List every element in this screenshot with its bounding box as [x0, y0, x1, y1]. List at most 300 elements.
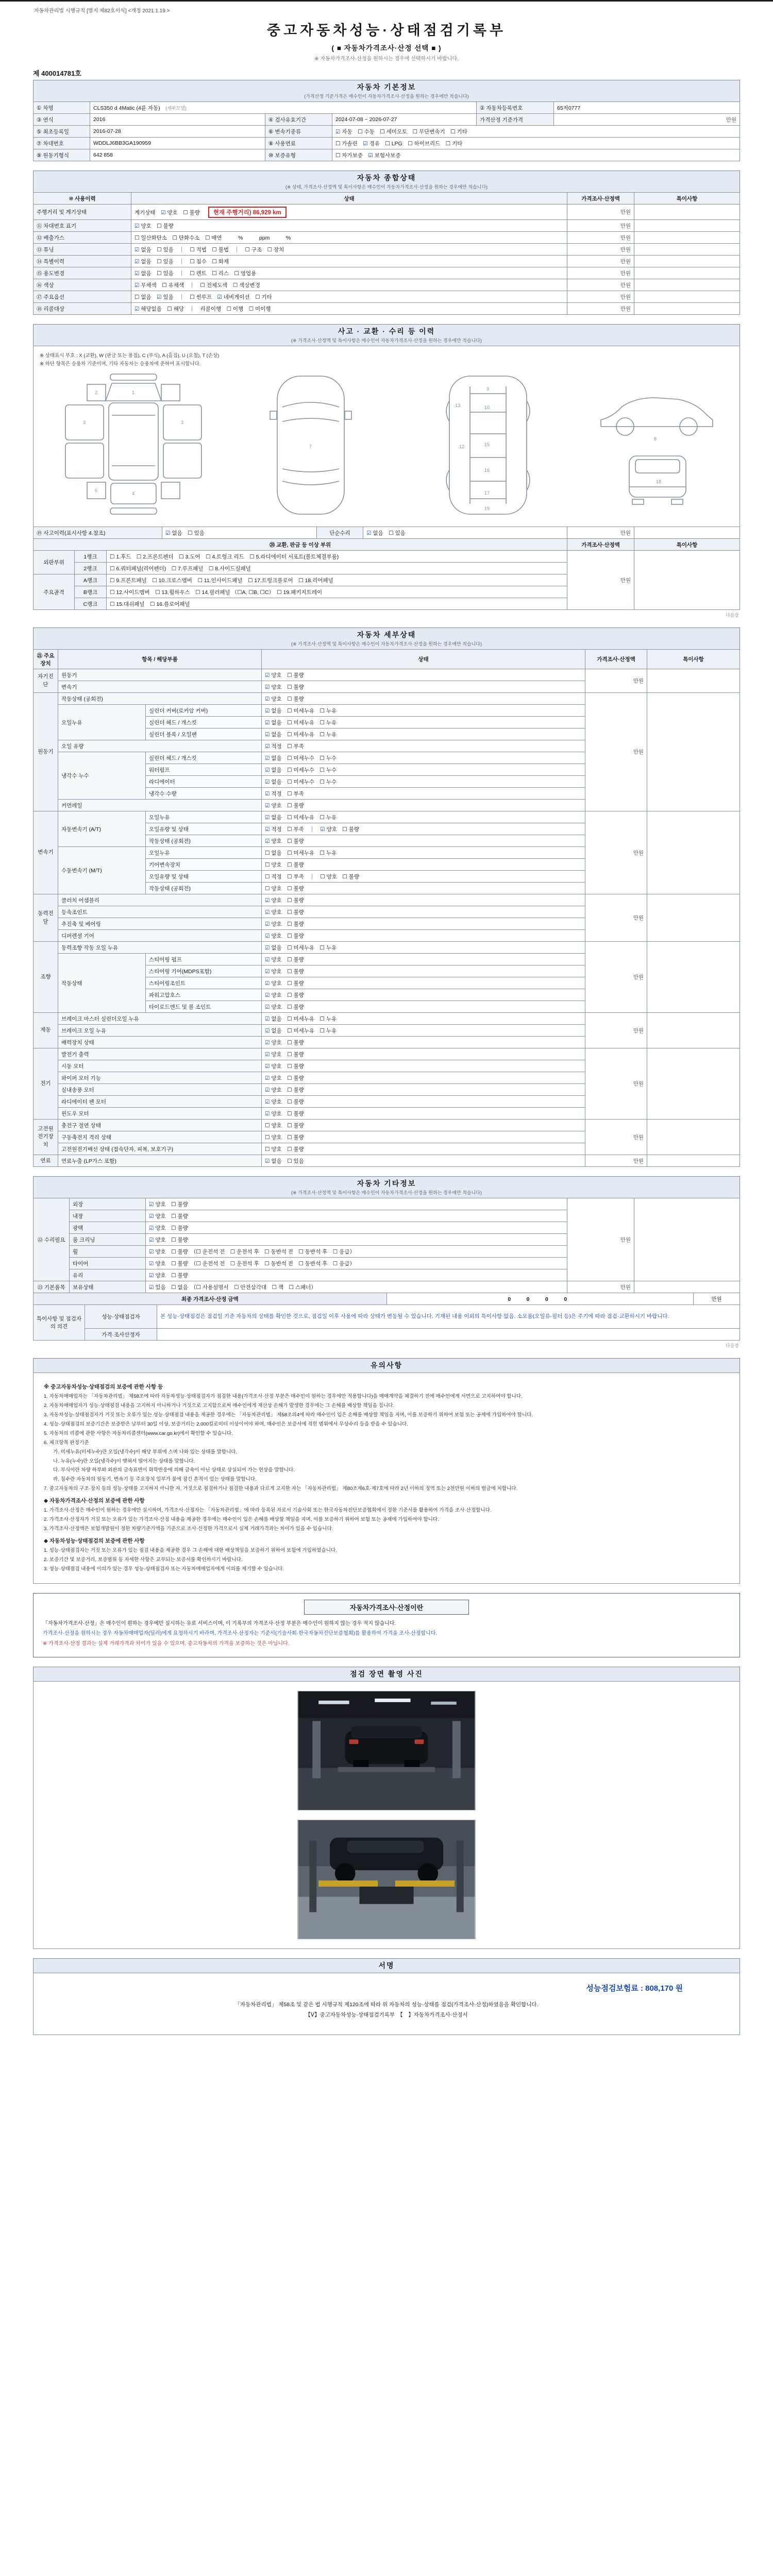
diagram-basis-legend: ※ 하단 항목은 승용차 기준이며, 기타 자동차는 승용차에 준하여 표시합니다. [40, 361, 201, 367]
part-label: 등속조인트 [58, 906, 262, 918]
detail-h-price: 가격조사·산정액 [585, 650, 647, 669]
detail-state[interactable]: ☑ 양호 ☐ 불량 [262, 1072, 585, 1084]
other-group-label: ㉒ 수리필요 [33, 1198, 70, 1281]
section-other-title: 자동차 기타정보 [357, 1179, 416, 1188]
notice-paragraph: 나. 누유(누수)란 오일(냉각수)이 맺혀서 떨어지는 상태를 말합니다. [53, 1458, 195, 1464]
subpart-label: 스티어링 펌프 [146, 954, 262, 965]
other-item-label: 휠 [70, 1246, 146, 1258]
first-reg-label: ⑤ 최초등록일 [33, 126, 90, 138]
opinion-table [33, 1304, 740, 1341]
notice-paragraph: 2. 가격조사·산정자가 거짓 또는 오류가 있는 가격조사·산정 내용을 제공한 경우에는 매수인이 입은 손해를 배상할 책임을 지며, 이를 보증하기 위하여 보험 또는 공제에 가입하여야 합니다. [44, 1517, 439, 1523]
svg-text:18: 18 [656, 479, 662, 484]
part-label: 커먼레일 [58, 800, 262, 811]
rank-items[interactable]: ☐ 15.대쉬패널 ☐ 16.플로어패널 [107, 598, 567, 610]
note-cell [634, 303, 740, 315]
overall-row [33, 244, 740, 256]
detail-state[interactable]: ☑ 양호 ☐ 불량 [262, 906, 585, 918]
svg-text:6: 6 [95, 488, 98, 493]
overall-item-label: ⑬ 튜닝 [33, 244, 131, 256]
subpart-label: 오일누유 [146, 847, 262, 859]
detail-row [33, 1013, 740, 1025]
part-label: 브레이크 오일 누유 [58, 1025, 262, 1037]
detail-row [33, 669, 740, 681]
final-price-unit: 만원 [694, 1293, 740, 1305]
price-cell: 만원 [567, 1281, 634, 1293]
base-price-label: 가격산정 기준가격 [477, 114, 554, 126]
section-accident-header [33, 324, 740, 346]
overall-item-state[interactable]: ☐ 없음 ☑ 있음 ｜ ☐ 썬루프 ☑ 네비게이션 ☐ 기타 [131, 291, 567, 303]
svg-text:15: 15 [484, 442, 490, 447]
vin-label: ⑦ 차대번호 [33, 138, 90, 149]
rank-label: A랭크 [75, 574, 107, 586]
car-diagram-top-view [239, 371, 383, 520]
detail-state[interactable]: ☑ 없음 ☐ 있음 [262, 1155, 585, 1167]
section-overall-header [33, 171, 740, 193]
transmission-options[interactable]: ☑ 자동 ☐ 수동 ☐ 세미오토 ☐ 무단변속기 ☐ 기타 [332, 126, 740, 138]
note-cell [634, 291, 740, 303]
price-survey-select[interactable]: ( ■ 자동차가격조사·산정 선택 ■ ) [331, 44, 442, 52]
current-mileage-badge: 현재 주행거리) 86,929 km [208, 207, 287, 218]
device-label: 연료 [33, 1155, 58, 1167]
detail-state[interactable]: ☐ 양호 ☐ 불량 [262, 883, 585, 894]
simple-repair-label: 단순수리 [317, 527, 363, 539]
price-cell: 만원 [585, 1013, 647, 1048]
device-label: 전기 [33, 1048, 58, 1120]
device-label: 고전원전기장치 [33, 1120, 58, 1155]
detail-state[interactable]: ☑ 적정 ☐ 부족 [262, 788, 585, 800]
sign-statement-line2: 【Ⅴ】중고자동차성능·상태점검기록부 【 】자동차가격조사·산정서 [305, 2012, 468, 2019]
svg-text:19: 19 [484, 506, 490, 511]
price-survey-info-box [33, 1593, 740, 1658]
other-item-state[interactable]: ☑ 있음 ☐ 없음 （☐ 사용설명서 ☐ 안전삼각대 ☐ 잭 ☐ 스패너） [146, 1281, 567, 1293]
price-cell: 만원 [585, 942, 647, 1013]
first-reg-value: 2016-07-28 [90, 126, 265, 138]
panel-exchange-label: ⑳ 교환, 판금 등 이상 부위 [33, 539, 567, 551]
notice-paragraph: 2. 보증기간 및 보증거리, 보증범위 등 자세한 사항은 교부되는 보증서를 확인하시기 바랍니다. [44, 1556, 243, 1563]
detail-state[interactable]: ☑ 적정 ☐ 부족 [262, 740, 585, 752]
subpart-label: 실린더 헤드 / 개스킷 [146, 717, 262, 728]
part-label: 구동축전지 격리 상태 [58, 1131, 262, 1143]
car-diagram-underbody [406, 371, 570, 520]
section-basic-title: 자동차 기본정보 [357, 83, 416, 91]
detail-state[interactable]: ☑ 양호 ☐ 불량 [262, 835, 585, 847]
overall-item-state[interactable]: 계기상태 ☑ 양호 ☐ 불량 현재 주행거리) 86,929 km [131, 205, 567, 220]
price-survey-select-note: ※ 자동차가격조사·산정을 원하시는 경우에 선택하시기 바랍니다. [314, 56, 459, 62]
detail-state[interactable]: ☑ 없음 ☐ 미세누유 ☐ 누유 [262, 705, 585, 717]
part-label: 라디에이터 팬 모터 [58, 1096, 262, 1108]
note-cell [634, 1281, 740, 1293]
detail-row [33, 1120, 740, 1131]
note-cell [647, 1013, 740, 1048]
subpart-label: 오일유량 및 상태 [146, 871, 262, 883]
inspection-photo-underbody-lift [297, 1820, 476, 1939]
detail-state[interactable]: ☐ 적정 ☐ 부족 ｜ ☐ 양호 ☐ 불량 [262, 871, 585, 883]
accident-history-table [33, 527, 740, 539]
detail-state[interactable]: ☑ 양호 ☐ 불량 [262, 1048, 585, 1060]
final-price-table [33, 1293, 740, 1305]
notice-paragraph: 다. 부식이란 차량 하부와 외판의 금속표면이 화학반응에 의해 금속이 아닌 상태로 상실되어 가는 현상을 말합니다. [53, 1467, 295, 1473]
detail-state[interactable]: ☑ 없음 ☐ 미세누유 ☐ 누유 [262, 811, 585, 823]
panel-exchange-table [33, 538, 740, 610]
accident-history-label: ⑲ 사고이력(표시사항 4.참조) [33, 527, 162, 539]
detail-state[interactable]: ☑ 양호 ☐ 불량 [262, 1060, 585, 1072]
device-label: 원동기 [33, 693, 58, 811]
detail-state[interactable]: ☐ 양호 ☐ 불량 [262, 1131, 585, 1143]
other-group-label: ㉓ 기본품목 [33, 1281, 70, 1293]
rank-items[interactable]: ☐ 9.프론트패널 ☐ 10.크로스멤버 ☐ 11.인사이드패널 ☐ 17.트렁크플로어 ☐ 18.리어패널 [107, 574, 567, 586]
reg-no-label: ② 자동차등록번호 [477, 102, 554, 114]
inspection-period-value: 2024-07-08 ~ 2026-07-27 [332, 114, 477, 126]
svg-text:12: 12 [459, 444, 465, 449]
section-overall-title: 자동차 종합상태 [357, 174, 416, 182]
subpart-label: 냉각수 수량 [146, 788, 262, 800]
price-cell: 만원 [585, 1120, 647, 1155]
price-cell: 만원 [585, 1155, 647, 1167]
note-cell [634, 220, 740, 232]
other-item-state[interactable]: ☑ 양호 ☐ 불량 （☐ 운전석 전 ☐ 운전석 후 ☐ 동반석 전 ☐ 동반석 후 ☐ 응급） [146, 1246, 567, 1258]
note-cell [634, 1198, 740, 1281]
sign-area [33, 1973, 740, 2035]
notice-paragraph: 3. 성능·상태점검 내용에 이의가 있는 경우 성능·상태점검자 또는 자동차매매업자에게 이의를 제기할 수 있습니다. [44, 1566, 284, 1572]
inspector-opinion-text: 본 성능·상태점검은 점검일 기준 자동차의 상태를 확인한 것으로, 점검일 이후 사용에 따라 상태가 변동될 수 있습니다. 기재된 내용 이외의 특이사항 없음. 소모품(오일류·필터 등)은 주기에 따라 점검·교환하시기 바랍니다. [157, 1305, 740, 1329]
section-detail-header [33, 628, 740, 650]
svg-text:17: 17 [484, 490, 490, 496]
price-cell: 만원 [585, 811, 647, 894]
basic-row [33, 102, 740, 114]
overall-item-state[interactable]: ☑ 없음 ☐ 있음 ｜ ☐ 적법 ☐ 불법 ｜ ☐ 구조 ☐ 장치 [131, 244, 567, 256]
section-basic-note: (가격산정 기준가격은 매수인이 자동차가격조사·산정을 원하는 경우에만 적습니다) [304, 94, 469, 99]
detail-row [33, 1048, 740, 1060]
other-row [33, 1281, 740, 1293]
note-cell [634, 279, 740, 291]
part-label: 실내송풍 모터 [58, 1084, 262, 1096]
other-item-state[interactable]: ☑ 양호 ☐ 불량 [146, 1234, 567, 1246]
inspector-label: 성능·상태점검자 [85, 1305, 157, 1329]
note-cell [634, 232, 740, 244]
other-item-label: 보유상태 [70, 1281, 146, 1293]
overall-item-label: ⑮ 용도변경 [33, 267, 131, 279]
notice-paragraph: 라. 침수란 자동차의 원동기, 변속기 등 주요장치 일부가 물에 잠긴 흔적이 있는 상태를 말합니다. [53, 1477, 257, 1483]
notice-paragraph: ◆ 자동차성능·상태점검의 보증에 관한 사항 [44, 1537, 145, 1544]
subpart-label: 스티어링 기어(MDPS포함) [146, 965, 262, 977]
part-label: 오일 유량 [58, 740, 262, 752]
vin-value: WDDLJ6BB3GA190959 [90, 138, 265, 149]
note-cell [647, 669, 740, 693]
detail-state[interactable]: ☐ 양호 ☐ 불량 [262, 859, 585, 871]
rank-items[interactable]: ☐ 1.후드 ☐ 2.프론트펜더 ☐ 3.도어 ☐ 4.트렁크 리드 ☐ 5.라디에이터 서포트(볼트체결부품) [107, 551, 567, 563]
overall-item-state[interactable]: ☑ 없음 ☐ 있음 ｜ ☐ 렌트 ☐ 리스 ☐ 영업용 [131, 267, 567, 279]
model-year-label: ③ 연식 [33, 114, 90, 126]
final-price-row [33, 1293, 740, 1305]
note-cell [647, 1048, 740, 1120]
detail-state[interactable]: ☐ 양호 ☐ 불량 [262, 1143, 585, 1155]
device-label: 제동 [33, 1013, 58, 1048]
price-cell: 만원 [585, 894, 647, 942]
basic-row [33, 126, 740, 138]
subpart-label: 워터펌프 [146, 764, 262, 776]
detail-state[interactable]: ☑ 양호 ☐ 불량 [262, 1096, 585, 1108]
other-item-state[interactable]: ☑ 양호 ☐ 불량 （☐ 운전석 전 ☐ 운전석 후 ☐ 동반석 전 ☐ 동반석 후 ☐ 응급） [146, 1258, 567, 1269]
detail-state[interactable]: ☑ 양호 ☐ 불량 [262, 693, 585, 705]
subpart-label: 작동상태 (공회전) [146, 883, 262, 894]
appraiser-label: 가격·조사산정자 [85, 1329, 157, 1341]
notice-paragraph: 6. 체크항목 판정기준 [44, 1439, 89, 1446]
detail-state[interactable]: ☑ 양호 ☐ 불량 [262, 989, 585, 1001]
detail-h-device: ㉑ 주요장치 [33, 650, 58, 669]
part-label: 시동 모터 [58, 1060, 262, 1072]
basic-info-table [33, 101, 740, 161]
notice-paragraph: 1. 성능·상태점검자는 거짓 또는 오류가 있는 점검 내용을 제공한 경우 그 손해에 대한 배상책임을 보증하기 위하여 보험에 가입하였습니다. [44, 1548, 337, 1554]
other-item-state[interactable]: ☑ 양호 ☐ 불량 [146, 1198, 567, 1210]
car-diagram-exploded-view [51, 371, 216, 520]
part-label: 냉각수 누수 [58, 752, 146, 800]
other-item-label: 외장 [70, 1198, 146, 1210]
panel-exchange-header-row [33, 539, 740, 551]
detail-state[interactable]: ☑ 없음 ☐ 미세누수 ☐ 누수 [262, 752, 585, 764]
overall-h-note: 특이사항 [634, 193, 740, 205]
detail-state[interactable]: ☑ 양호 ☐ 불량 [262, 894, 585, 906]
detail-state[interactable]: ☑ 적정 ☐ 부족 ｜ ☑ 양호 ☐ 불량 [262, 823, 585, 835]
part-label: 작동상태 [58, 954, 146, 1013]
document-number: 제 400014781호 [33, 70, 81, 77]
notice-paragraph: 3. 가격조사·산정액은 보험개발원이 정한 차량기준가액을 기준으로 조사·산정한 가격으로서 실제 거래가격과는 차이가 있을 수 있습니다. [44, 1526, 333, 1532]
panel-note-header: 특이사항 [634, 539, 740, 551]
other-item-label: 광택 [70, 1222, 146, 1234]
section-sign-header [33, 1958, 740, 1973]
price-cell: 만원 [567, 256, 634, 267]
price-cell: 만원 [567, 232, 634, 244]
document [33, 2, 740, 2066]
detail-header-row [33, 650, 740, 669]
subpart-label: 실린더 커버(로커암 커버) [146, 705, 262, 717]
svg-text:3: 3 [181, 420, 184, 425]
overall-item-label: ⑱ 리콜대상 [33, 303, 131, 315]
rank-items[interactable]: ☐ 6.쿼터패널(리어펜더) ☐ 7.루프패널 ☐ 8.사이드실패널 [107, 563, 567, 574]
price-survey-info-p3: ※ 가격조사·산정 결과는 실제 거래가격과 차이가 있을 수 있으며, 중고자동차의 가격을 보증하는 것은 아닙니다. [43, 1640, 290, 1647]
detail-state[interactable]: ☑ 양호 ☐ 불량 [262, 930, 585, 942]
detail-state[interactable]: ☑ 양호 ☐ 불량 [262, 954, 585, 965]
overall-item-state[interactable]: ☑ 양호 ☐ 불량 [131, 220, 567, 232]
other-item-state[interactable]: ☑ 양호 ☐ 불량 [146, 1269, 567, 1281]
detail-state[interactable]: ☑ 양호 ☐ 불량 [262, 1108, 585, 1120]
notice-paragraph: 가. 미세누유(미세누수)란 오일(냉각수)이 해당 부위에 스며 나와 있는 상태를 말합니다. [53, 1449, 238, 1455]
note-cell [647, 1155, 740, 1167]
note-cell [647, 1120, 740, 1155]
notice-paragraph: 1. 가격조사·산정은 매수인이 원하는 경우에만 실시하며, 가격조사·산정자는 「자동차관리법」에 따라 등록된 자로서 기술사회 또는 한국자동차진단보증협회에서 정한 기준서를 활용하여 가격을 조사·산정합니다. [44, 1507, 492, 1514]
fuel-label: ⑧ 사용연료 [265, 138, 332, 149]
fuel-options[interactable]: ☐ 가솔린 ☑ 경유 ☐ LPG ☐ 하이브리드 ☐ 기타 [332, 138, 740, 149]
part-label: 배력장치 상태 [58, 1037, 262, 1048]
overall-item-label: ⑫ 배출가스 [33, 232, 131, 244]
other-item-label: 룸 크리닝 [70, 1234, 146, 1246]
panel-group-label: 주요골격 [33, 574, 75, 610]
page-title: 중고자동차성능·상태점검기록부 [266, 23, 507, 38]
note-cell [634, 551, 740, 610]
basic-row [33, 114, 740, 126]
base-price-value: 만원 [554, 114, 740, 126]
overall-h-usage: ⑩ 사용이력 [33, 193, 131, 205]
detail-state[interactable]: ☑ 없음 ☐ 미세누유 ☐ 누유 [262, 728, 585, 740]
detail-state[interactable]: ☑ 양호 ☐ 불량 [262, 977, 585, 989]
state-mark-legend: ※ 상태표시 부호 : X (교환), W (판금 또는 용접), C (부식), A (흠집), U (요철), T (손상) [40, 353, 220, 359]
overall-item-label: ⑰ 주요옵션 [33, 291, 131, 303]
basic-row [33, 149, 740, 161]
note-cell [634, 205, 740, 220]
detail-row [33, 693, 740, 705]
other-item-state[interactable]: ☑ 양호 ☐ 불량 [146, 1210, 567, 1222]
section-other-note: (※ 가격조사·산정액 및 특이사항은 매수인이 자동차가격조사·산정을 원하는 경우에만 적습니다) [291, 1190, 482, 1196]
detail-state[interactable]: ☑ 없음 ☐ 미세누수 ☐ 누수 [262, 764, 585, 776]
overall-row [33, 267, 740, 279]
detail-h-item: 항목 / 해당부품 [58, 650, 262, 669]
detail-state-table [33, 649, 740, 1167]
part-label: 동력조향 작동 오일 누유 [58, 942, 262, 954]
part-label: 연료누출 (LP가스 포함) [58, 1155, 262, 1167]
accident-history-row [33, 527, 740, 539]
device-label: 자기진단 [33, 669, 58, 693]
part-label: 오일누유 [58, 705, 146, 740]
basic-row [33, 138, 740, 149]
subpart-label: 실린더 헤드 / 개스킷 [146, 752, 262, 764]
detail-row [33, 942, 740, 954]
overall-h-state: 상태 [131, 193, 567, 205]
detail-state[interactable]: ☑ 없음 ☐ 미세누유 ☐ 누유 [262, 1013, 585, 1025]
section-photos-title: 점검 장면 촬영 사진 [350, 1670, 423, 1679]
detail-state[interactable]: ☑ 없음 ☐ 미세누유 ☐ 누유 [262, 1025, 585, 1037]
overall-item-state[interactable]: ☐ 일산화탄소 ☐ 탄화수소 ☐ 매연 % ppm % [131, 232, 567, 244]
price-cell: 만원 [567, 279, 634, 291]
overall-state-table [33, 192, 740, 315]
svg-text:1: 1 [132, 390, 135, 395]
detail-state[interactable]: ☑ 양호 ☐ 불량 [262, 800, 585, 811]
overall-item-state[interactable]: ☑ 무채색 ☐ 유채색 ｜ ☐ 전체도색 ☐ 색상변경 [131, 279, 567, 291]
svg-text:4: 4 [132, 491, 135, 496]
part-label: 수동변속기 (M/T) [58, 847, 146, 894]
other-info-table [33, 1198, 740, 1293]
panel-rank-row [33, 551, 740, 563]
detail-h-note: 특이사항 [647, 650, 740, 669]
other-item-label: 유리 [70, 1269, 146, 1281]
overall-row [33, 205, 740, 220]
price-cell: 만원 [567, 244, 634, 256]
panel-group-label: 외판부위 [33, 551, 75, 574]
detail-state[interactable]: ☑ 양호 ☐ 불량 [262, 1037, 585, 1048]
svg-text:10: 10 [484, 405, 490, 410]
section-notice-header [33, 1358, 740, 1373]
overall-row [33, 256, 740, 267]
detail-state[interactable]: ☑ 양호 ☐ 불량 [262, 965, 585, 977]
inspection-photo-rear-lift [297, 1691, 476, 1810]
car-name-value [90, 102, 477, 114]
notice-paragraph: 2. 자동차매매업자가 성능·상태점검 내용을 고지하지 아니하거나 거짓으로 고지함으로써 매수인에게 재산상 손해가 발생한 경우에는 그 손해를 배상할 책임을 집니다. [44, 1403, 395, 1409]
other-item-state[interactable]: ☑ 양호 ☐ 불량 [146, 1222, 567, 1234]
notice-paragraph: 4. 성능·상태점검의 보증기간은 보증받은 날부터 30일 이상, 보증거리는 2,000킬로미터 이상이어야 하며, 매수인은 보증서에 적힌 범위에서 무상수리 등을 받을 수 있습니다. [44, 1421, 408, 1428]
rank-label: C랭크 [75, 598, 107, 610]
overall-item-label: ⑪ 차대번호 표기 [33, 220, 131, 232]
overall-item-state[interactable]: ☑ 없음 ☐ 있음 ｜ ☐ 침수 ☐ 화재 [131, 256, 567, 267]
price-cell: 만원 [585, 1048, 647, 1120]
overall-header-row [33, 193, 740, 205]
price-survey-info-p2: 가격조사·산정을 원하시는 경우 자동차매매업자(딜러)에게 요청하시기 바라며, 가격조사·산정자는 기준서(기술사회·한국자동차진단보증협회)를 활용하여 가격을 조사·산정합니다. [43, 1631, 438, 1637]
part-label: 원동기 [58, 669, 262, 681]
detail-state[interactable]: ☐ 없음 ☐ 미세누유 ☐ 누유 [262, 847, 585, 859]
overall-row [33, 232, 740, 244]
subpart-label: 기어변속장치 [146, 859, 262, 871]
rank-label: 2랭크 [75, 563, 107, 574]
rank-items[interactable]: ☐ 12.사이드멤버 ☐ 13.휠하우스 ☐ 14.필러패널 （☐A, ☐B, ☐C） ☐ 19.패키지트레이 [107, 586, 567, 598]
form-reference-note: 자동차관리법 시행규칙 [별지 제82호서식] <개정 2021.1.19.> [34, 8, 170, 14]
svg-text:9: 9 [486, 386, 490, 392]
section-accident-note: (※ 가격조사·산정액 및 특이사항은 매수인이 자동차가격조사·산정을 원하는 경우에만 적습니다) [291, 338, 482, 343]
overall-row [33, 220, 740, 232]
subpart-label: 라디에이터 [146, 776, 262, 788]
car-name: CLS350 d 4Matic (4륜 자동) [93, 105, 160, 111]
detail-state[interactable]: ☑ 양호 ☐ 불량 [262, 1001, 585, 1013]
section-overall-note: (※ 상태, 가격조사·산정액 및 특이사항은 매수인이 자동차가격조사·산정을 원하는 경우에만 적습니다) [285, 184, 488, 190]
submodel-label: (세부모델) [165, 105, 187, 111]
appraiser-opinion-text [157, 1329, 740, 1341]
inspection-period-label: ④ 검사유효기간 [265, 114, 332, 126]
notice-paragraph: 5. 자동차의 리콜에 관한 사항은 자동차리콜센터(www.car.go.kr)에서 확인할 수 있습니다. [44, 1430, 233, 1436]
detail-state[interactable]: ☑ 양호 ☐ 불량 [262, 669, 585, 681]
overall-item-state[interactable]: ☑ 해당없음 ☐ 해당 ｜ 리콜이행 ☐ 이행 ☐ 미이행 [131, 303, 567, 315]
part-label: 변속기 [58, 681, 262, 693]
device-label: 변속기 [33, 811, 58, 894]
section-basic-header [33, 80, 740, 102]
section-detail-note: (※ 가격조사·산정액 및 특이사항은 매수인이 자동차가격조사·산정을 원하는 경우에만 적습니다) [291, 641, 482, 647]
part-label: 작동상태 (공회전) [58, 693, 262, 705]
svg-text:7: 7 [309, 444, 312, 449]
opinion-label: 특이사항 및 점검자의 의견 [33, 1305, 85, 1341]
price-survey-info-p1: 「자동차가격조사·산정」은 매수인이 원하는 경우에만 실시하는 유료 서비스이며, 이 기록부의 가격조사·산정 부분은 매수인이 원하지 않는 경우 적지 않습니다. [43, 1620, 396, 1626]
detail-state[interactable]: ☑ 양호 ☐ 불량 [262, 681, 585, 693]
overall-row [33, 279, 740, 291]
section-accident-title: 사고 · 교환 · 수리 등 이력 [338, 327, 435, 335]
detail-state[interactable]: ☑ 없음 ☐ 미세누수 ☐ 누수 [262, 776, 585, 788]
note-cell [647, 942, 740, 1013]
svg-text:2: 2 [95, 390, 98, 395]
price-cell: 만원 [567, 205, 634, 220]
warranty-type-label: ⑩ 보증유형 [265, 149, 332, 161]
simple-repair-state[interactable]: ☑ 없음 ☐ 있음 [363, 527, 567, 539]
subpart-label: 타이로드엔드 및 볼 조인트 [146, 1001, 262, 1013]
overall-row [33, 303, 740, 315]
device-label: 동력전달 [33, 894, 58, 942]
overall-row [33, 291, 740, 303]
price-cell: 만원 [567, 303, 634, 315]
model-year-value: 2016 [90, 114, 265, 126]
detail-state[interactable]: ☐ 양호 ☐ 불량 [262, 1120, 585, 1131]
notice-body [33, 1372, 740, 1583]
notice-paragraph: 1. 자동차매매업자는 「자동차관리법」 제58조에 따라 자동차성능·상태점검자가 점검한 내용(가격조사·산정 부분은 매수인이 원하는 경우에만 적용합니다)을 매매계약을 체결하기 전에 매수인에게 서면으로 고지하여야 합니다. [44, 1394, 523, 1400]
detail-h-state: 상태 [262, 650, 585, 669]
detail-state[interactable]: ☑ 없음 ☐ 미세누유 ☐ 누유 [262, 942, 585, 954]
car-diagrams [40, 371, 733, 520]
rank-label: B랭크 [75, 586, 107, 598]
detail-row [33, 1155, 740, 1167]
engine-type-label: ⑨ 원동기형식 [33, 149, 90, 161]
accident-history-state[interactable]: ☑ 없음 ☐ 있음 [162, 527, 317, 539]
overall-item-label: ⑯ 색상 [33, 279, 131, 291]
detail-state[interactable]: ☑ 양호 ☐ 불량 [262, 918, 585, 930]
detail-state[interactable]: ☑ 없음 ☐ 미세누유 ☐ 누유 [262, 717, 585, 728]
subpart-label: 실린더 블록 / 오일팬 [146, 728, 262, 740]
warranty-type-options[interactable]: ☐ 자가보증 ☑ 보험사보증 [332, 149, 740, 161]
detail-state[interactable]: ☑ 양호 ☐ 불량 [262, 1084, 585, 1096]
svg-text:16: 16 [484, 468, 490, 473]
car-diagram-area [33, 346, 740, 527]
car-name-label: ① 차명 [33, 102, 90, 114]
